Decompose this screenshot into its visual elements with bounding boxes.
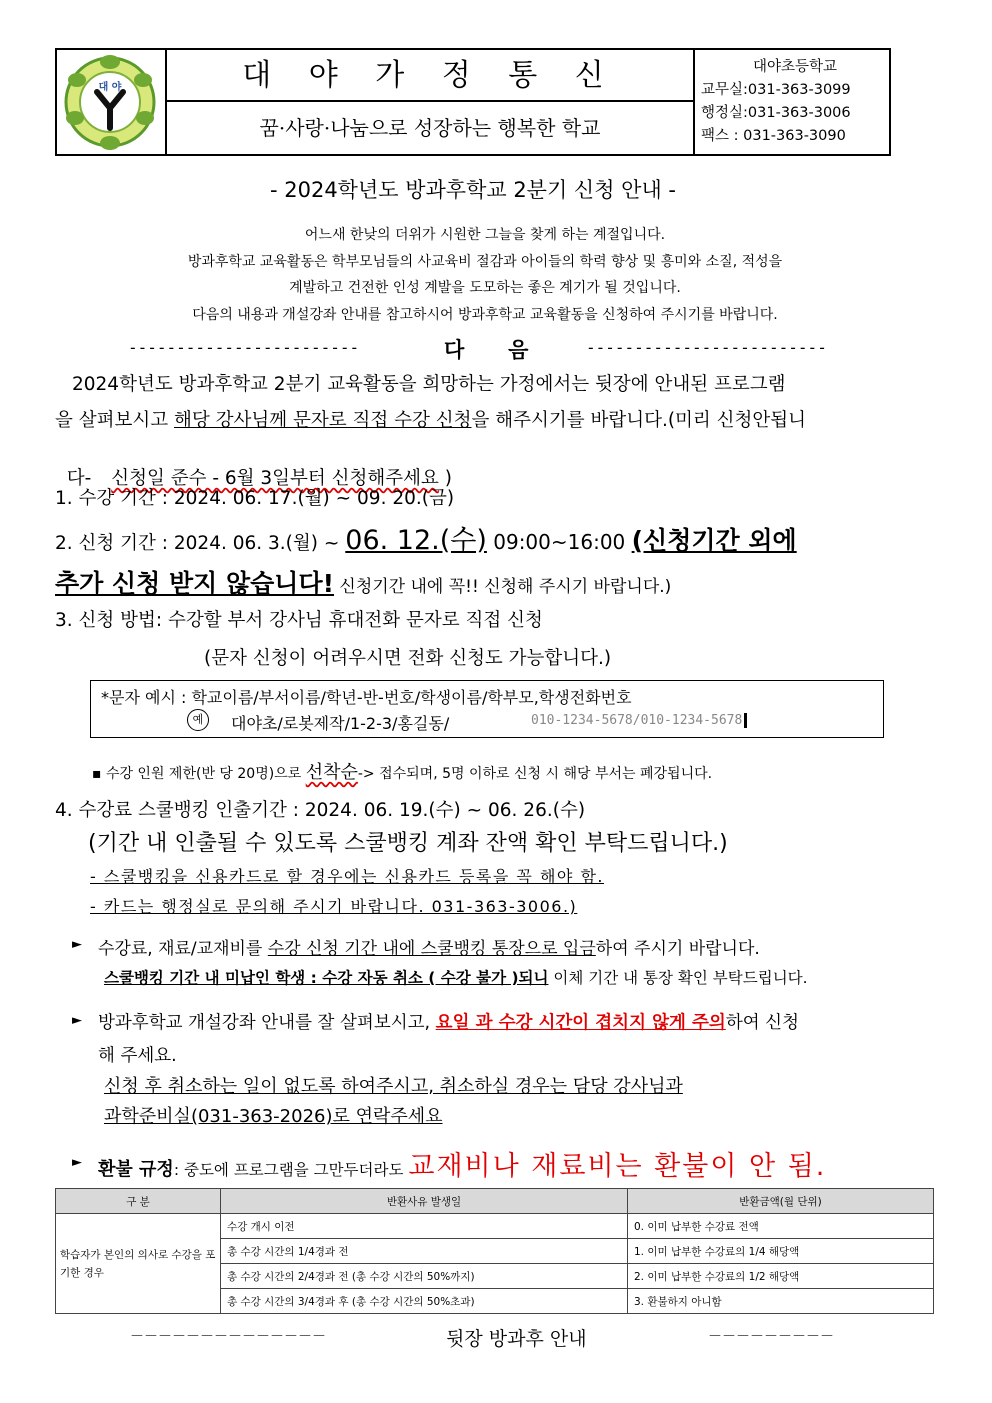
refund-policy: 환불 규정: 중도에 프로그램을 그만두더라도 교재비나 재료비는 환불이 안 됨. xyxy=(98,1151,827,1182)
newsletter-title: 대 야 가 정 통 신 xyxy=(167,50,693,102)
enrollment-limit-note: ▪ 수강 인원 제한(반 당 20명)으로 선착순-> 접수되며, 5명 이하로 신청 시 해당 부서는 폐강됩니다. xyxy=(92,762,713,783)
credit-card-note: - 스쿨뱅킹을 신용카드로 할 경우에는 신용카드 등록을 꼭 해야 함. xyxy=(90,867,604,886)
phone-teacher: 교무실:031-363-3099 xyxy=(701,82,851,98)
unpaid-cancel-notice: 스쿨뱅킹 기간 내 미납인 학생 : 수강 자동 취소 ( 수강 불가 )되니 이체 기간 내 통장 확인 부탁드립니다. xyxy=(104,969,808,987)
school-slogan: 꿈·사랑·나눔으로 성장하는 행복한 학교 xyxy=(259,116,601,140)
intro-line: 어느새 한낮의 더위가 시원한 그늘을 찾게 하는 계절입니다. xyxy=(304,227,666,243)
document-title: - 2024학년도 방과후학교 2분기 신청 안내 - xyxy=(269,178,676,202)
bullet-arrow-icon: ► xyxy=(72,1155,82,1170)
no-refund-warning: 교재비나 재료비는 환불이 안 됨. xyxy=(408,1151,827,1182)
schedule-notice: 방과후학교 개설강좌 안내를 잘 살펴보시고, 요일 과 수강 시간이 겹치지 않게 주의하여 신청 xyxy=(98,1013,799,1033)
table-cell: 1. 이미 납부한 수강료의 1/4 해당액 xyxy=(628,1239,934,1264)
table-cell: 총 수강 시간의 1/4경과 전 xyxy=(221,1239,628,1264)
table-cell: 3. 환불하지 아니함 xyxy=(628,1289,934,1314)
table-header-cell: 구 분 xyxy=(56,1189,221,1214)
sms-example-format: *문자 예시 : 학교이름/부서이름/학년-반-번호/학생이름/학부모,학생전화번호 xyxy=(101,688,632,707)
table-cell: 2. 이미 납부한 수강료의 1/2 해당액 xyxy=(628,1264,934,1289)
refund-category-cell: 학습자가 본인의 의사로 수강을 포기한 경우 xyxy=(56,1214,221,1314)
item-course-period: 1. 수강 기간 : 2024. 06. 17.(월) ~ 09. 20.(금) xyxy=(55,488,455,509)
no-late-apply: (신청기간 외에 xyxy=(631,526,797,555)
schedule-notice-cont: 해 주세요. xyxy=(98,1046,177,1066)
item-fee-withdrawal: 4. 수강료 스쿨뱅킹 인출기간 : 2024. 06. 19.(수) ~ 06. 26.(수) xyxy=(55,800,586,821)
apply-deadline: 06. 12.(수) xyxy=(345,525,487,556)
intro-line: 방과후학교 교육활동은 학부모님들의 사교육비 절감과 아이들의 학력 향상 및 흥미와 소질, 적성을 xyxy=(187,253,783,270)
intro-paragraph xyxy=(55,222,915,328)
svg-text:대 야: 대 야 xyxy=(98,82,122,93)
table-cell: 0. 이미 납부한 수강료 전액 xyxy=(628,1214,934,1239)
footer-divider-left: －－－－－－－－－－－－－－ xyxy=(130,1329,326,1345)
newsletter-header xyxy=(55,48,891,156)
phone-admin: 행정실:031-363-3006 xyxy=(701,105,851,121)
table-header-cell: 반환금액(월 단위) xyxy=(628,1189,934,1214)
example-mark-icon: 예 xyxy=(187,709,209,731)
fax-number: 팩스 : 031-363-3090 xyxy=(701,128,846,144)
table-header-row xyxy=(56,1189,934,1214)
footer-divider-right: －－－－－－－－－ xyxy=(708,1329,834,1345)
sms-example-phone: 010-1234-5678/010-1234-5678 xyxy=(531,713,747,728)
card-inquiry-note: - 카드는 행정실로 문의해 주시기 바랍니다. 031-363-3006.) xyxy=(90,897,578,916)
table-cell: 총 수강 시간의 3/4경과 후 (총 수강 시간의 50%초과) xyxy=(221,1289,628,1314)
school-contact xyxy=(695,50,889,154)
main-paragraph-line2: 을 살펴보시고 해당 강사님께 문자로 직접 수강 신청을 해주시기를 바랍니다.(미리 신청안됩니 xyxy=(55,410,807,431)
item-apply-period-cont: 추가 신청 받지 않습니다! 신청기간 내에 꼭!! 신청해 주시기 바랍니다.) xyxy=(55,569,672,598)
cancel-contact-line2: 과학준비실(031-363-2026)로 연락주세요 xyxy=(104,1106,443,1127)
sms-example-box xyxy=(90,680,884,738)
item-apply-method-note: (문자 신청이 어려우시면 전화 신청도 가능합니다.) xyxy=(204,648,612,669)
refund-table-wrap xyxy=(55,1188,934,1314)
bullet-arrow-icon: ► xyxy=(72,937,82,952)
school-logo xyxy=(57,50,167,154)
refund-table xyxy=(55,1188,934,1314)
schedule-conflict-warning: 요일 과 수강 시간이 겹치지 않게 주의 xyxy=(435,1013,726,1033)
direct-sms-emphasis: 해당 강사님께 문자로 직접 수강 신청 xyxy=(174,410,472,431)
table-cell: 수강 개시 이전 xyxy=(221,1214,628,1239)
item-apply-period: 2. 신청 기간 : 2024. 06. 3.(월) ~ 06. 12.(수) 09:00~16:00 (신청기간 외에 xyxy=(55,525,797,556)
intro-line: 다음의 내용과 개설강좌 안내를 참고하시어 방과후학교 교육활동을 신청하여 주시기를 바랍니다. xyxy=(192,306,778,323)
first-come-emphasis: 선착순 xyxy=(305,762,358,783)
intro-line: 계발하고 건전한 인성 계발을 도모하는 좋은 계기가 될 것입니다. xyxy=(289,280,681,296)
divider-left: ------------------------ xyxy=(128,338,360,357)
cancel-contact-line1: 신청 후 취소하는 일이 없도록 하여주시고, 취소하실 경우는 담당 강사님과 xyxy=(104,1076,683,1097)
school-name: 대야초등학교 xyxy=(752,59,838,75)
apply-date-notice: 신청일 준수 - 6월 3일부터 신청해주세요 xyxy=(111,468,439,489)
divider-right: ------------------------- xyxy=(586,338,827,357)
table-cell: 총 수강 시간의 2/4경과 전 (총 수강 시간의 50%까지) xyxy=(221,1264,628,1289)
sms-example-value: 대야초/로봇제작/1-2-3/홍길동/ xyxy=(231,714,450,733)
footer-back-page-note: 뒷장 방과후 안내 xyxy=(446,1328,587,1350)
bullet-arrow-icon: ► xyxy=(72,1013,82,1028)
table-row xyxy=(56,1214,934,1239)
payment-notice: 수강료, 재료/교재비를 수강 신청 기간 내에 스쿨뱅킹 통장으로 입금하여 주시기 바랍니다. xyxy=(98,939,760,959)
main-paragraph-line3: 다- 신청일 준수 - 6월 3일부터 신청해주세요 ) xyxy=(66,468,452,489)
item-fee-balance-note: (기간 내 인출될 수 있도록 스쿨뱅킹 계좌 잔액 확인 부탁드립니다.) xyxy=(88,831,728,856)
item-apply-method: 3. 신청 방법: 수강할 부서 강사님 휴대전화 문자로 직접 신청 xyxy=(55,610,543,631)
table-header-cell: 반환사유 발생일 xyxy=(221,1189,628,1214)
divider-center: 다 음 xyxy=(444,338,529,362)
main-paragraph-line1: 2024학년도 방과후학교 2분기 교육활동을 희망하는 가정에서는 뒷장에 안내된 프로그램 xyxy=(72,374,786,395)
